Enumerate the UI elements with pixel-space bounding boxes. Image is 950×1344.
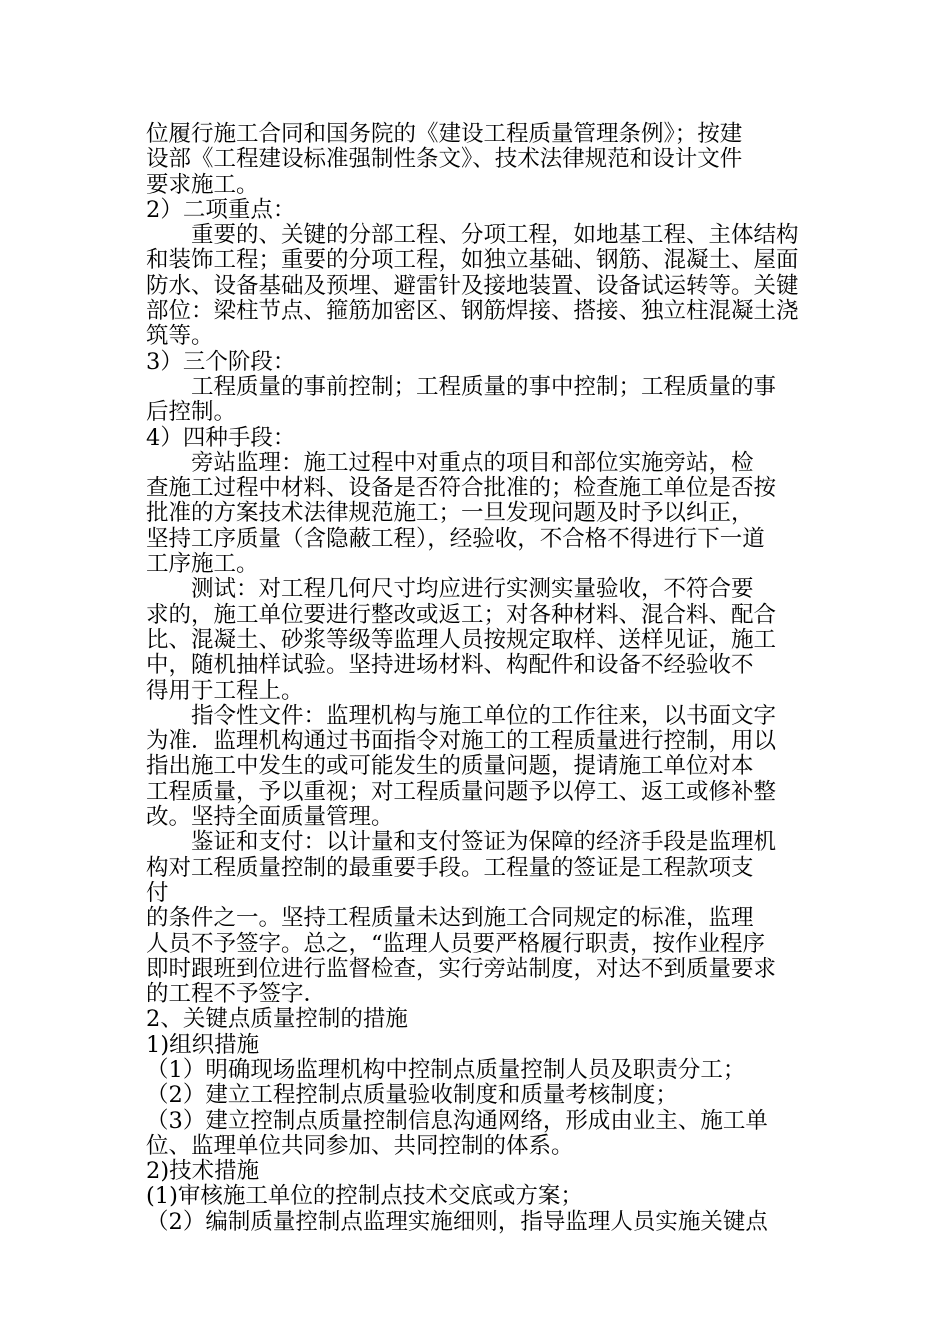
text-line: 筑等。 xyxy=(146,323,214,350)
list-item: （1）明确现场监理机构中控制点质量控制人员及职责分工； xyxy=(146,1056,746,1083)
text-line: 指出施工中发生的或可能发生的质量问题，提请施工单位对本 xyxy=(146,753,754,780)
text-line: 要求施工。 xyxy=(146,171,259,198)
text-line: 为准．监理机构通过书面指令对施工的工程质量进行控制，用以 xyxy=(146,728,777,755)
section-heading: 4）四种手段： xyxy=(146,424,296,451)
text-line: 鉴证和支付：以计量和支付签证为保障的经济手段是监理机 xyxy=(146,829,777,856)
text-line: 的工程不予签字． xyxy=(146,981,327,1008)
list-item: （2）编制质量控制点监理实施细则，指导监理人员实施关键点 xyxy=(146,1208,768,1235)
text-line: 中，随机抽样试验。坚持进场材料、构配件和设备不经验收不 xyxy=(146,652,754,679)
text-line: 得用于工程上。 xyxy=(146,677,304,704)
text-line: 旁站监理：施工过程中对重点的项目和部位实施旁站，检 xyxy=(146,449,754,476)
text-line: 工序施工。 xyxy=(146,551,259,578)
text-line: 后控制。 xyxy=(146,399,237,426)
text-line: 求的，施工单位要进行整改或返工；对各种材料、混合料、配合 xyxy=(146,601,777,628)
text-line: 构对工程质量控制的最重要手段。工程量的签证是工程款项支 xyxy=(146,854,754,881)
text-line: 批准的方案技术法律规范施工；一旦发现问题及时予以纠正， xyxy=(146,500,754,527)
text-line: 即时跟班到位进行监督检查，实行旁站制度，对达不到质量要求 xyxy=(146,955,777,982)
text-line: 部位：梁柱节点、箍筋加密区、钢筋焊接、搭接、独立柱混凝土浇 xyxy=(146,298,799,325)
text-line: 的条件之一。坚持工程质量未达到施工合同规定的标准，监理 xyxy=(146,905,754,932)
text-line: 查施工过程中材料、设备是否符合批准的；检查施工单位是否按 xyxy=(146,475,777,502)
subsection-heading: 2)技术措施 xyxy=(146,1158,260,1185)
subsection-heading: 1)组织措施 xyxy=(146,1031,260,1058)
text-line: 位、监理单位共同参加、共同控制的体系。 xyxy=(146,1132,574,1159)
text-line: 防水、设备基础及预埋、避雷针及接地装置、设备试运转等。关键 xyxy=(146,272,799,299)
text-line: 位履行施工合同和国务院的《建设工程质量管理条例》；按建 xyxy=(146,121,743,147)
text-line: 人员不予签字。总之，“监理人员要严格履行职责，按作业程序 xyxy=(146,930,766,957)
text-line: 重要的、关键的分部工程、分项工程，如地基工程、主体结构 xyxy=(146,222,799,249)
list-item: （3）建立控制点质量控制信息沟通网络，形成由业主、施工单 xyxy=(146,1107,768,1134)
text-line: 设部《工程建设标准强制性条文》、技术法律规范和设计文件 xyxy=(146,146,743,173)
section-heading: 2、关键点质量控制的措施 xyxy=(146,1006,408,1033)
list-item: (1)审核施工单位的控制点技术交底或方案； xyxy=(146,1183,583,1210)
text-line: 改。坚持全面质量管理。 xyxy=(146,804,394,831)
section-heading: 2）二项重点： xyxy=(146,196,296,223)
text-line: 坚持工序质量（含隐蔽工程），经验收，不合格不得进行下一道 xyxy=(146,525,765,552)
text-line: 比、混凝土、砂浆等级等监理人员按规定取样、送样见证，施工 xyxy=(146,626,777,653)
text-line: 和装饰工程；重要的分项工程，如独立基础、钢筋、混凝土、屋面 xyxy=(146,247,799,274)
text-line: 指令性文件：监理机构与施工单位的工作往来，以书面文字 xyxy=(146,702,777,729)
text-line: 付 xyxy=(146,879,169,906)
text-line: 工程质量，予以重视；对工程质量问题予以停工、返工或修补整 xyxy=(146,778,777,805)
list-item: （2）建立工程控制点质量验收制度和质量考核制度； xyxy=(146,1082,678,1109)
text-line: 测试：对工程几何尺寸均应进行实测实量验收，不符合要 xyxy=(146,576,754,603)
document-body xyxy=(146,122,814,1235)
text-line: 工程质量的事前控制；工程质量的事中控制；工程质量的事 xyxy=(146,373,777,400)
section-heading: 3）三个阶段： xyxy=(146,348,296,375)
